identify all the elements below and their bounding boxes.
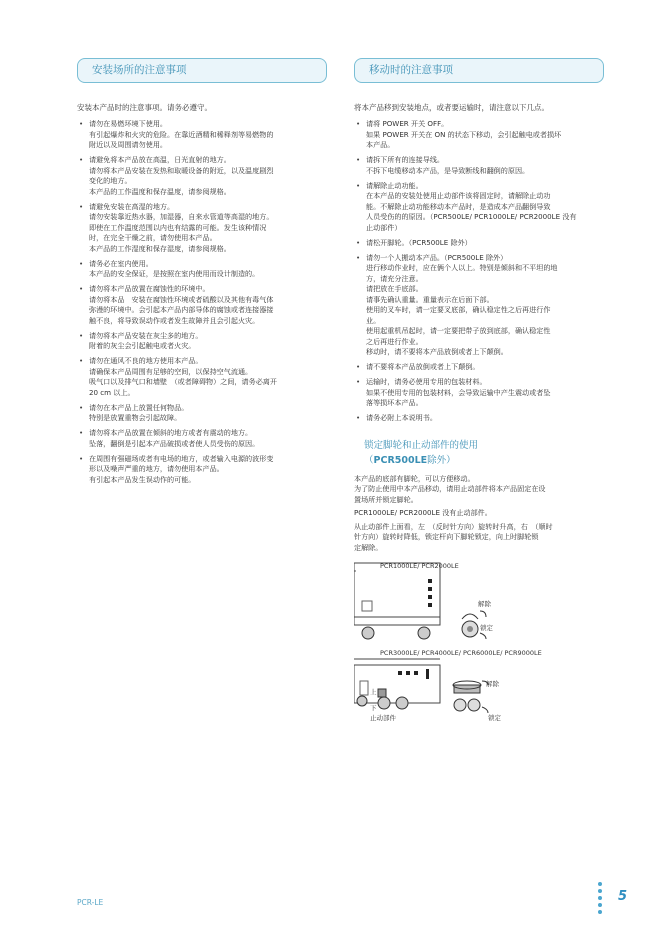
unlock-label: 解除 bbox=[478, 600, 491, 608]
list-item bbox=[354, 119, 604, 151]
list-item-line: • 请将 POWER 开关 OFF。 bbox=[366, 119, 449, 128]
list-item-line: 有引起爆炸和火灾的危险。在靠近酒精和稀释剂等易燃物的 bbox=[89, 129, 274, 139]
paragraph-line: PCR1000LE/ PCR2000LE 没有止动部件。 bbox=[354, 508, 492, 517]
list-item-line: • 请勿一个人搬动本产品。（PCR500LE 除外） bbox=[366, 252, 508, 262]
model-name: PCR500LE bbox=[373, 454, 428, 466]
list-item-line: 请事先确认重量。重量表示在后面下部。 bbox=[366, 294, 494, 304]
list-item-line: 使用起重机吊起时，请一定要把带子放到底部，确认稳定性 bbox=[366, 326, 551, 335]
moving-notes-list bbox=[354, 119, 604, 424]
list-item-line: 本产品的工作湿度和保存湿度，请参阅规格。 bbox=[89, 243, 231, 253]
list-item-line: • 请解除止动功能。 bbox=[366, 180, 423, 190]
list-item bbox=[77, 202, 327, 255]
caster-paragraphs bbox=[354, 474, 604, 554]
list-item-line: 请把放在手底部。 bbox=[366, 284, 423, 293]
list-item-line: 如果不使用专用的包装材料，会导致运输中产生震动或者坠 bbox=[366, 387, 551, 397]
list-item-line: • 请避免安装在高湿的地方。 bbox=[89, 201, 175, 211]
list-item-line: 20 cm 以上。 bbox=[89, 387, 135, 397]
figure-label: PCR1000LE/ PCR2000LE bbox=[380, 562, 459, 570]
list-item-line: 本产品的安全保证，是按照在室内使用而设计制造的。 bbox=[89, 269, 260, 278]
list-item-line: 在本产品的安装处使用止动部件该将固定时，请解除止动功 bbox=[366, 191, 551, 200]
lock-label: 锁定 bbox=[488, 714, 501, 722]
list-item-line: 触不良，将导致误动作或者发生故障并且会引起火灾。 bbox=[89, 315, 260, 325]
list-item-line: • 请松开脚轮。（PCR500LE 除外） bbox=[366, 237, 472, 247]
up-label: 上 bbox=[370, 688, 377, 696]
list-item-line: 之后再进行作业。 bbox=[366, 336, 423, 346]
list-item-line: 附着的灰尘会引起触电或者火灾。 bbox=[89, 341, 196, 350]
list-item-line: 特别是放置重物会引起故障。 bbox=[89, 413, 182, 422]
list-item bbox=[77, 119, 327, 151]
list-item bbox=[354, 377, 604, 409]
list-item-line: 变化的地方。 bbox=[89, 176, 132, 185]
section-title-installation: 安装场所的注意事项 bbox=[77, 58, 327, 83]
list-item-line: • 请勿将本产品安装在灰尘多的地方。 bbox=[89, 330, 203, 340]
paragraph-line: 为了防止使用中本产品移动，请用止动部件将本产品固定在设 bbox=[354, 484, 546, 493]
footer-model: PCR-LE bbox=[77, 898, 104, 907]
list-item bbox=[77, 428, 327, 449]
intro-text: 将本产品移到安装地点，或者要运输时，请注意以下几点。 bbox=[354, 103, 549, 112]
list-item bbox=[77, 331, 327, 352]
subsection-title-model bbox=[364, 453, 604, 468]
list-item-line: 如果 POWER 开关在 ON 的状态下移动，会引起触电或者损坏 bbox=[366, 129, 562, 139]
figure-label: PCR3000LE/ PCR4000LE/ PCR6000LE/ PCR9000LE bbox=[380, 649, 542, 657]
list-item-line: • 请避免将本产品放在高温，日光直射的地方。 bbox=[89, 155, 231, 164]
list-item bbox=[354, 413, 604, 424]
list-item bbox=[354, 238, 604, 249]
list-item-line: 使用的叉车时，请一定要叉底部，确认稳定性之后再进行作 bbox=[366, 305, 551, 314]
paragraph-line: 置场所并锁定脚轮。 bbox=[354, 494, 418, 504]
list-item bbox=[354, 362, 604, 373]
list-item bbox=[77, 454, 327, 486]
list-item-line: • 运输时，请务必使用专用的包装材料。 bbox=[366, 377, 487, 386]
list-item-line: 时，在完全干燥之前，请勿使用本产品。 bbox=[89, 233, 217, 242]
list-item-line: • 请勿在通风不良的地方使用本产品。 bbox=[89, 356, 203, 365]
list-item-line: 移动时，请不要将本产品放倒或者上下颠倒。 bbox=[366, 347, 508, 356]
list-item-line: 不拆下电缆移动本产品，是导致断线和翻倒的原因。 bbox=[366, 165, 530, 175]
list-item-line: 方，请充分注意。 bbox=[366, 273, 423, 283]
list-item-line: • 在周围有强磁场或者有电场的地方，或者输入电源的波形变 bbox=[89, 453, 274, 463]
paragraph-line: 本产品的底部有脚轮，可以方便移动。 bbox=[354, 473, 475, 483]
list-item-line: 即使在工作温度范围以内也有结露的可能。发生该种情况 bbox=[89, 222, 267, 232]
list-item-line: 弥漫的环境中。会引起本产品内部导体的腐蚀或者连接器接 bbox=[89, 305, 274, 314]
list-item-line: • 请不要将本产品放倒或者上下颠倒。 bbox=[366, 362, 480, 371]
right-column bbox=[354, 58, 604, 743]
list-item bbox=[354, 155, 604, 176]
paren-open: （ bbox=[364, 454, 374, 466]
list-item-line: • 请勿将本产品放置在腐蚀性的环境中。 bbox=[89, 284, 210, 293]
lock-label: 锁定 bbox=[480, 624, 493, 632]
list-item bbox=[354, 253, 604, 358]
list-item-line: 本产品的工作温度和保存温度，请参阅规格。 bbox=[89, 186, 231, 196]
list-item-line: 有引起本产品发生误动作的可能。 bbox=[89, 474, 196, 484]
list-item-line: 请勿将本品 安装在腐蚀性环境或者硫酸以及其他有毒气体 bbox=[89, 294, 274, 304]
page-number: 5 bbox=[618, 889, 628, 904]
list-item bbox=[77, 155, 327, 197]
paragraph-line: 定解除。 bbox=[354, 542, 383, 552]
list-item-line: 形以及噪声严重的地方，请勿使用本产品。 bbox=[89, 464, 224, 473]
list-item-line: • 请务必在室内使用。 bbox=[89, 258, 153, 268]
caster-illustration-2 bbox=[354, 651, 604, 743]
list-item-line: 进行移动作业时，应在俩个人以上。特别是倾斜和不平坦的地 bbox=[366, 263, 558, 272]
list-item-line: 业。 bbox=[366, 315, 381, 325]
section-title-moving: 移动时的注意事项 bbox=[354, 58, 604, 83]
list-item bbox=[77, 403, 327, 424]
list-item-line: 能。不解除止动功能移动本产品时，是造成本产品翻倒导致 bbox=[366, 201, 551, 211]
list-item-line: • 请拆下所有的连接导线。 bbox=[366, 155, 445, 164]
left-column bbox=[77, 58, 327, 490]
list-item-line: • 请勿在本产品上放置任何物品。 bbox=[89, 402, 189, 412]
list-item-line: 人员受伤的的原因。（PCR500LE/ PCR1000LE/ PCR2000LE 没有 bbox=[366, 212, 577, 221]
stopper-label: 止动部件 bbox=[370, 714, 396, 722]
list-item bbox=[354, 181, 604, 234]
figure-caster-pcr3000 bbox=[354, 651, 604, 743]
list-item-line: 坠落，翻倒是引起本产品破损或者使人员受伤的原因。 bbox=[89, 438, 260, 448]
figure-caster-pcr1000 bbox=[354, 559, 604, 647]
list-item-line: • 请务必附上本说明书。 bbox=[366, 413, 437, 422]
list-item-line: 请勿安装靠近热水器，加湿器，自来水管道等高湿的地方。 bbox=[89, 212, 274, 221]
list-item bbox=[77, 284, 327, 326]
list-item-line: 止动部件） bbox=[366, 222, 402, 232]
list-item bbox=[77, 356, 327, 398]
paragraph-line: 从止动部件上面看，左 （反时针方向）旋转时升高，右 （顺时 bbox=[354, 521, 553, 531]
list-item-line: 落等损坏本产品。 bbox=[366, 398, 423, 407]
list-item bbox=[77, 259, 327, 280]
list-item-line: 附近以及周围请勿使用。 bbox=[89, 140, 168, 149]
model-suffix: 除外） bbox=[427, 454, 456, 466]
list-item-line: • 请勿将本产品放置在倾斜的地方或者有震动的地方。 bbox=[89, 428, 253, 437]
intro-text: 安装本产品时的注意事项。请务必遵守。 bbox=[77, 103, 212, 112]
paragraph-line: 针方向）旋转时降低，锁定杆向下脚轮锁定，向上时脚轮锁 bbox=[354, 532, 539, 541]
list-item-line: 请确保本产品周围有足够的空间，以保持空气流通。 bbox=[89, 366, 253, 376]
down-label: 下 bbox=[370, 704, 377, 712]
installation-notes-list bbox=[77, 119, 327, 485]
decorative-dots bbox=[598, 882, 603, 917]
list-item-line: 本产品。 bbox=[366, 140, 395, 149]
list-item-line: 吸气口以及排气口和墙壁 （或者障碍物）之间，请务必离开 bbox=[89, 377, 277, 386]
list-item-line: 请勿将本产品安装在发热和取暖设备的附近，以及温度剧烈 bbox=[89, 165, 274, 175]
subsection-title: 锁定脚轮和止动部件的使用 bbox=[364, 439, 479, 451]
unlock-label: 解除 bbox=[486, 680, 499, 688]
list-item-line: • 请勿在易燃环境下使用。 bbox=[89, 119, 168, 128]
